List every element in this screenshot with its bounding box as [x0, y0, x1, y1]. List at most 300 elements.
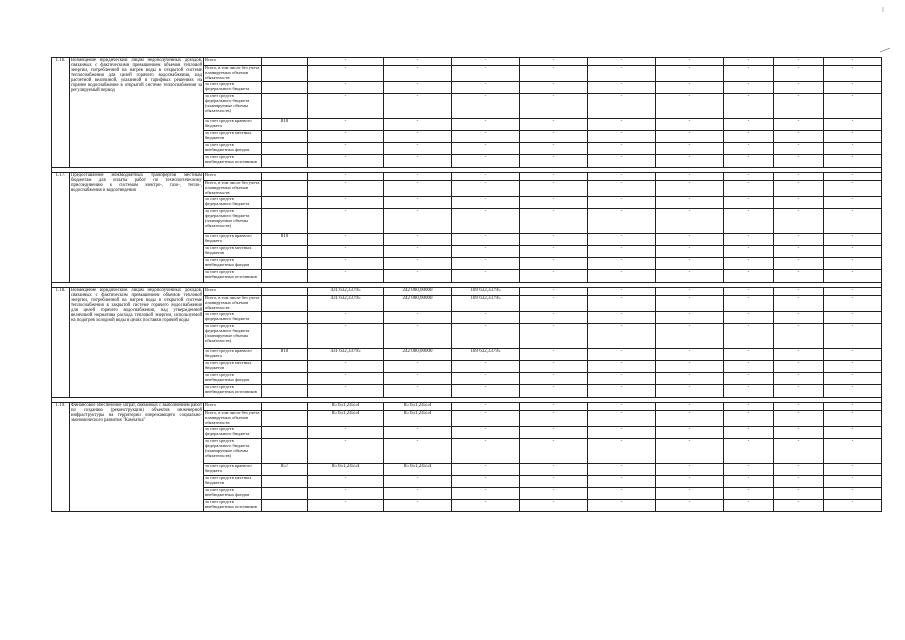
amount-year-1: -: [384, 197, 452, 209]
amount-year-2: -: [452, 119, 520, 131]
amount-dash: -: [520, 143, 588, 155]
amount-year-2: -: [452, 155, 520, 168]
amount-year-1: -: [384, 373, 452, 385]
amount-dash: -: [724, 155, 774, 168]
section-number: 1.19.: [52, 403, 70, 512]
amount-dash: -: [824, 155, 882, 168]
amount-total: -: [308, 488, 384, 500]
amount-dash: -: [520, 373, 588, 385]
amount-dash: -: [774, 403, 824, 411]
funding-source: за счет средств внебюджетных источников: [204, 155, 262, 168]
budget-code: [262, 385, 308, 398]
amount-dash: -: [774, 500, 824, 512]
amount-dash: -: [656, 82, 724, 94]
amount-dash: -: [588, 270, 656, 283]
amount-year-2: -: [452, 500, 520, 512]
amount-dash: -: [588, 411, 656, 427]
amount-dash: -: [588, 258, 656, 270]
amount-dash: -: [724, 181, 774, 197]
amount-year-1: 242 000,00000: [384, 349, 452, 361]
amount-dash: -: [520, 234, 588, 246]
amount-dash: -: [656, 312, 724, 324]
funding-source: за счет средств внебюджетных источников: [204, 385, 262, 398]
amount-year-1: -: [384, 427, 452, 439]
amount-dash: -: [824, 324, 882, 349]
budget-code: 810: [262, 234, 308, 246]
amount-dash: -: [520, 312, 588, 324]
amount-dash: -: [824, 143, 882, 155]
amount-dash: -: [588, 288, 656, 296]
funding-source: за счет средств внебюджетных фондов: [204, 373, 262, 385]
funding-source: за счет средств местных бюджетов: [204, 246, 262, 258]
funding-source: за счет средств федерального бюджета (планируемые объемы обязательств): [204, 94, 262, 119]
amount-dash: -: [588, 66, 656, 82]
amount-year-2: -: [452, 312, 520, 324]
amount-dash: -: [724, 209, 774, 234]
amount-dash: -: [656, 155, 724, 168]
amount-dash: -: [724, 427, 774, 439]
amount-dash: -: [824, 209, 882, 234]
amount-dash: -: [774, 476, 824, 488]
amount-dash: -: [774, 181, 824, 197]
amount-dash: -: [774, 488, 824, 500]
budget-code: [262, 155, 308, 168]
section-description: Предоставление межбюджетных трансфертов местным бюджетам для оплаты работ по технологическому присоединению к системам электро-, газо-, тепло-, водоснабжения и водоотведения: [70, 173, 204, 283]
amount-dash: -: [724, 258, 774, 270]
amount-year-1: -: [384, 173, 452, 181]
amount-year-2: -: [452, 94, 520, 119]
amount-total: 431 632,33795: [308, 296, 384, 312]
amount-dash: -: [774, 270, 824, 283]
amount-dash: -: [588, 373, 656, 385]
amount-dash: -: [724, 131, 774, 143]
amount-dash: -: [724, 246, 774, 258]
amount-dash: -: [724, 403, 774, 411]
amount-year-2: -: [452, 427, 520, 439]
section-description: Финансовое обеспечение затрат, связанных с выполнением работ по созданию (реконструкции) объектов инженерной инфраструктуры на территории опережающего социально-экономического развития "Камчатка": [70, 403, 204, 512]
amount-year-2: -: [452, 181, 520, 197]
amount-dash: -: [824, 82, 882, 94]
amount-dash: -: [824, 464, 882, 476]
funding-source: за счет средств местных бюджетов: [204, 361, 262, 373]
amount-dash: -: [656, 500, 724, 512]
section-number: 1.18.: [52, 288, 70, 398]
amount-year-2: -: [452, 246, 520, 258]
amount-year-1: -: [384, 439, 452, 464]
amount-dash: -: [520, 488, 588, 500]
amount-dash: -: [520, 411, 588, 427]
amount-dash: -: [656, 439, 724, 464]
amount-dash: -: [724, 197, 774, 209]
amount-dash: -: [724, 66, 774, 82]
amount-dash: -: [774, 411, 824, 427]
amount-dash: -: [588, 500, 656, 512]
amount-dash: -: [724, 173, 774, 181]
amount-year-1: -: [384, 181, 452, 197]
amount-year-2: 189 632,33795: [452, 296, 520, 312]
corner-dot: [880, 6, 886, 14]
amount-dash: -: [520, 155, 588, 168]
amount-year-1: -: [384, 500, 452, 512]
amount-dash: -: [520, 181, 588, 197]
amount-dash: -: [656, 94, 724, 119]
amount-dash: -: [824, 58, 882, 66]
amount-year-2: -: [452, 82, 520, 94]
amount-year-1: -: [384, 361, 452, 373]
amount-year-2: -: [452, 197, 520, 209]
amount-total: -: [308, 427, 384, 439]
amount-dash: -: [824, 476, 882, 488]
table-row: [52, 58, 882, 66]
budget-table: [51, 57, 882, 512]
amount-dash: -: [656, 119, 724, 131]
amount-dash: -: [656, 296, 724, 312]
amount-dash: -: [724, 385, 774, 398]
amount-dash: -: [656, 270, 724, 283]
amount-year-1: -: [384, 234, 452, 246]
amount-dash: -: [520, 403, 588, 411]
budget-code: [262, 361, 308, 373]
budget-code: 857: [262, 464, 308, 476]
amount-dash: -: [656, 66, 724, 82]
funding-source: за счет средств федерального бюджета: [204, 197, 262, 209]
amount-year-2: -: [452, 464, 520, 476]
amount-dash: -: [824, 197, 882, 209]
amount-dash: -: [588, 82, 656, 94]
amount-year-2: -: [452, 173, 520, 181]
amount-dash: -: [824, 234, 882, 246]
amount-dash: -: [774, 246, 824, 258]
amount-dash: -: [588, 439, 656, 464]
amount-year-1: -: [384, 258, 452, 270]
amount-total: 431 632,33795: [308, 349, 384, 361]
amount-dash: -: [724, 349, 774, 361]
amount-total: -: [308, 173, 384, 181]
margin-mark: [878, 42, 892, 56]
amount-dash: -: [588, 155, 656, 168]
amount-total: -: [308, 385, 384, 398]
amount-year-2: -: [452, 324, 520, 349]
budget-code: [262, 66, 308, 82]
amount-dash: -: [774, 234, 824, 246]
amount-year-2: -: [452, 476, 520, 488]
amount-dash: -: [824, 258, 882, 270]
budget-code: [262, 143, 308, 155]
amount-dash: -: [588, 173, 656, 181]
amount-dash: -: [588, 143, 656, 155]
amount-year-1: -: [384, 155, 452, 168]
amount-dash: -: [588, 324, 656, 349]
amount-year-1: -: [384, 94, 452, 119]
amount-year-2: -: [452, 373, 520, 385]
amount-total: -: [308, 143, 384, 155]
funding-source: Всего: [204, 58, 262, 66]
amount-year-2: -: [452, 209, 520, 234]
budget-code: [262, 324, 308, 349]
amount-dash: -: [724, 312, 774, 324]
amount-year-2: -: [452, 385, 520, 398]
amount-dash: -: [774, 173, 824, 181]
amount-dash: -: [588, 403, 656, 411]
amount-dash: -: [588, 464, 656, 476]
amount-total: -: [308, 361, 384, 373]
amount-total: -: [308, 324, 384, 349]
amount-dash: -: [724, 361, 774, 373]
funding-source: за счет средств федерального бюджета: [204, 427, 262, 439]
amount-dash: -: [520, 258, 588, 270]
budget-code: [262, 488, 308, 500]
amount-dash: -: [520, 119, 588, 131]
amount-total: -: [308, 258, 384, 270]
amount-year-2: -: [452, 403, 520, 411]
amount-dash: -: [824, 312, 882, 324]
amount-dash: -: [774, 58, 824, 66]
amount-dash: -: [824, 270, 882, 283]
amount-dash: -: [588, 488, 656, 500]
budget-code: [262, 500, 308, 512]
amount-dash: -: [520, 94, 588, 119]
amount-dash: -: [656, 234, 724, 246]
amount-dash: -: [656, 349, 724, 361]
amount-dash: -: [824, 131, 882, 143]
amount-dash: -: [824, 246, 882, 258]
amount-dash: -: [824, 66, 882, 82]
amount-dash: -: [588, 476, 656, 488]
amount-dash: -: [824, 361, 882, 373]
amount-dash: -: [774, 324, 824, 349]
funding-source: за счет средств федерального бюджета (планируемые объемы обязательств): [204, 209, 262, 234]
amount-dash: -: [520, 476, 588, 488]
amount-dash: -: [824, 385, 882, 398]
budget-code: 810: [262, 349, 308, 361]
funding-source: за счет средств федерального бюджета (планируемые объемы обязательств): [204, 324, 262, 349]
amount-dash: -: [774, 66, 824, 82]
amount-year-1: 85 651,24554: [384, 403, 452, 411]
amount-dash: -: [774, 427, 824, 439]
amount-dash: -: [724, 324, 774, 349]
funding-source: Всего: [204, 288, 262, 296]
amount-dash: -: [520, 173, 588, 181]
amount-year-1: -: [384, 324, 452, 349]
amount-dash: -: [724, 234, 774, 246]
amount-dash: -: [774, 197, 824, 209]
amount-year-2: -: [452, 58, 520, 66]
amount-dash: -: [588, 349, 656, 361]
amount-dash: -: [588, 209, 656, 234]
amount-dash: -: [588, 361, 656, 373]
amount-dash: -: [774, 361, 824, 373]
amount-dash: -: [824, 427, 882, 439]
amount-dash: -: [824, 296, 882, 312]
amount-dash: -: [588, 119, 656, 131]
amount-dash: -: [520, 324, 588, 349]
funding-source: за счет средств внебюджетных источников: [204, 500, 262, 512]
budget-code: [262, 411, 308, 427]
amount-dash: -: [724, 82, 774, 94]
section-number: 1.16.: [52, 58, 70, 168]
amount-dash: -: [656, 411, 724, 427]
table-body: [52, 58, 882, 512]
funding-source: за счет средств краевого бюджета: [204, 234, 262, 246]
budget-code: [262, 373, 308, 385]
amount-year-2: -: [452, 66, 520, 82]
amount-year-1: -: [384, 119, 452, 131]
amount-dash: -: [824, 439, 882, 464]
funding-source: за счет средств внебюджетных фондов: [204, 488, 262, 500]
amount-total: -: [308, 58, 384, 66]
funding-source: за счет средств внебюджетных фондов: [204, 143, 262, 155]
amount-dash: -: [656, 131, 724, 143]
amount-dash: -: [774, 439, 824, 464]
amount-total: -: [308, 270, 384, 283]
amount-year-1: -: [384, 270, 452, 283]
amount-dash: -: [724, 488, 774, 500]
amount-dash: -: [656, 197, 724, 209]
amount-year-1: -: [384, 131, 452, 143]
budget-code: [262, 288, 308, 296]
amount-dash: -: [520, 197, 588, 209]
amount-year-1: -: [384, 385, 452, 398]
amount-year-2: -: [452, 131, 520, 143]
amount-dash: -: [774, 94, 824, 119]
amount-year-2: -: [452, 234, 520, 246]
amount-dash: -: [774, 312, 824, 324]
amount-dash: -: [520, 82, 588, 94]
budget-code: [262, 131, 308, 143]
amount-total: -: [308, 312, 384, 324]
amount-dash: -: [724, 119, 774, 131]
amount-dash: -: [656, 403, 724, 411]
amount-year-1: -: [384, 58, 452, 66]
amount-year-1: -: [384, 476, 452, 488]
amount-dash: -: [520, 246, 588, 258]
amount-dash: -: [824, 411, 882, 427]
amount-dash: -: [774, 131, 824, 143]
amount-total: -: [308, 155, 384, 168]
amount-dash: -: [520, 361, 588, 373]
amount-year-2: 189 632,33795: [452, 349, 520, 361]
budget-code: [262, 209, 308, 234]
budget-code: [262, 197, 308, 209]
amount-year-2: -: [452, 411, 520, 427]
amount-total: 85 651,24554: [308, 403, 384, 411]
amount-dash: -: [520, 349, 588, 361]
amount-dash: -: [520, 66, 588, 82]
amount-dash: -: [520, 439, 588, 464]
amount-dash: -: [724, 270, 774, 283]
amount-dash: -: [774, 385, 824, 398]
amount-year-1: -: [384, 66, 452, 82]
amount-dash: -: [656, 173, 724, 181]
section-description: Возмещение юридическим лицам недополученных доходов, связанных с фактическими превышением объемов тепловой энергии, потребленной на нагрев воды в открытой системе теплоснабжения для целей горячего водоснабжения, над расчетной величиной, указанной в тарифных решениях на горячее водоснабжение в открытой системе теплоснабжения за регулируемый период: [70, 58, 204, 168]
budget-code: 810: [262, 119, 308, 131]
amount-dash: -: [724, 476, 774, 488]
amount-dash: -: [588, 427, 656, 439]
amount-dash: -: [520, 500, 588, 512]
budget-code: [262, 427, 308, 439]
amount-dash: -: [724, 94, 774, 119]
amount-dash: -: [656, 209, 724, 234]
amount-dash: -: [520, 58, 588, 66]
table-row: [52, 288, 882, 296]
amount-dash: -: [774, 82, 824, 94]
amount-dash: -: [656, 288, 724, 296]
amount-dash: -: [774, 258, 824, 270]
amount-dash: -: [656, 427, 724, 439]
funding-source: Всего: [204, 403, 262, 411]
amount-dash: -: [656, 385, 724, 398]
funding-source: Всего, в том числе без учета планируемых объемов обязательств: [204, 411, 262, 427]
amount-total: -: [308, 234, 384, 246]
amount-total: -: [308, 82, 384, 94]
amount-dash: -: [824, 488, 882, 500]
funding-source: за счет средств местных бюджетов: [204, 476, 262, 488]
amount-dash: -: [520, 464, 588, 476]
budget-code: [262, 58, 308, 66]
amount-dash: -: [520, 270, 588, 283]
amount-dash: -: [724, 373, 774, 385]
table-row: [52, 173, 882, 181]
amount-dash: -: [724, 500, 774, 512]
amount-dash: -: [656, 181, 724, 197]
amount-total: -: [308, 209, 384, 234]
amount-total: -: [308, 197, 384, 209]
amount-dash: -: [588, 94, 656, 119]
table-row: [52, 403, 882, 411]
amount-dash: -: [724, 296, 774, 312]
funding-source: Всего, в том числе без учета планируемых объемов обязательств: [204, 66, 262, 82]
amount-dash: -: [774, 349, 824, 361]
amount-year-2: -: [452, 488, 520, 500]
amount-dash: -: [520, 385, 588, 398]
funding-source: за счет средств внебюджетных фондов: [204, 258, 262, 270]
amount-dash: -: [824, 173, 882, 181]
amount-dash: -: [774, 296, 824, 312]
funding-source: за счет средств краевого бюджета: [204, 119, 262, 131]
budget-code: [262, 173, 308, 181]
amount-dash: -: [588, 385, 656, 398]
amount-year-2: -: [452, 258, 520, 270]
amount-total: -: [308, 94, 384, 119]
amount-dash: -: [588, 246, 656, 258]
amount-year-2: 189 632,33795: [452, 288, 520, 296]
amount-year-1: -: [384, 209, 452, 234]
amount-dash: -: [724, 411, 774, 427]
amount-dash: -: [774, 373, 824, 385]
amount-total: 85 651,24554: [308, 464, 384, 476]
budget-code: [262, 476, 308, 488]
budget-code: [262, 403, 308, 411]
amount-dash: -: [656, 246, 724, 258]
budget-code: [262, 181, 308, 197]
amount-dash: -: [774, 143, 824, 155]
amount-total: -: [308, 373, 384, 385]
amount-dash: -: [724, 464, 774, 476]
amount-dash: -: [520, 131, 588, 143]
amount-year-2: -: [452, 270, 520, 283]
amount-year-1: -: [384, 312, 452, 324]
amount-year-2: -: [452, 143, 520, 155]
amount-year-1: 242 000,00000: [384, 288, 452, 296]
amount-year-2: -: [452, 361, 520, 373]
funding-source: за счет средств федерального бюджета: [204, 82, 262, 94]
funding-source: за счет средств внебюджетных источников: [204, 270, 262, 283]
amount-total: -: [308, 119, 384, 131]
amount-dash: -: [656, 143, 724, 155]
amount-dash: -: [724, 143, 774, 155]
funding-source: за счет средств федерального бюджета: [204, 312, 262, 324]
amount-dash: -: [520, 288, 588, 296]
